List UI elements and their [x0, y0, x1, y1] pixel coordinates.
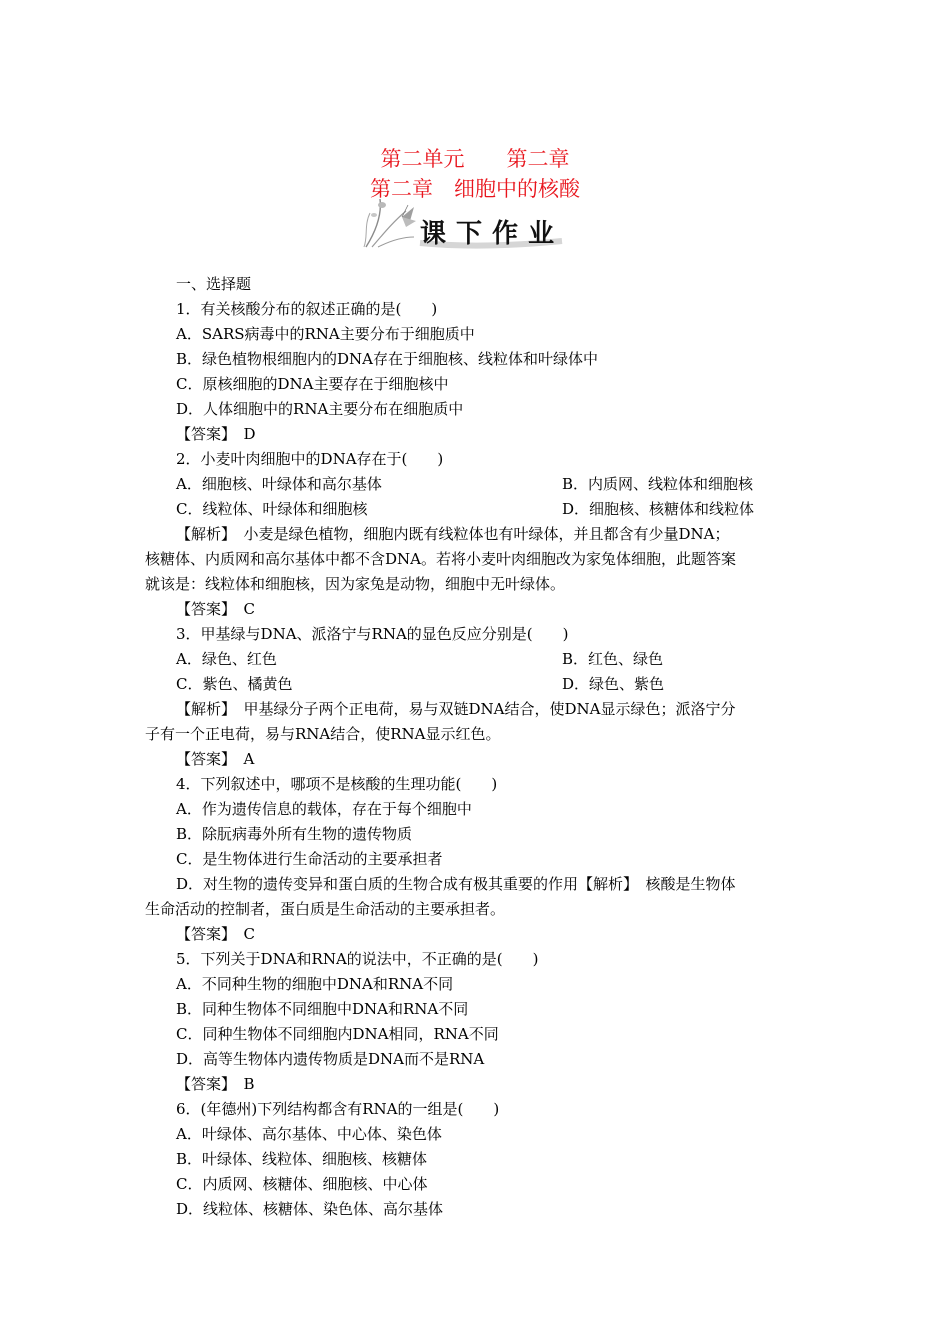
q5-option-a: A．不同种生物的细胞中DNA和RNA不同	[176, 975, 454, 993]
q4-option-d-explanation: D．对生物的遗传变异和蛋白质的生物合成有极其重要的作用【解析】 核酸是生物体	[176, 875, 736, 893]
q3-answer: 【答案】 A	[176, 750, 255, 768]
question-3: 3．甲基绿与DNA、派洛宁与RNA的显色反应分别是( )	[176, 625, 569, 643]
q5-option-c: C．同种生物体不同细胞内DNA相同，RNA不同	[176, 1025, 499, 1043]
q4-option-c: C．是生物体进行生命活动的主要承担者	[176, 850, 443, 868]
q2-answer: 【答案】 C	[176, 600, 255, 618]
q3-option-c: C．紫色、橘黄色	[176, 675, 293, 693]
q2-explanation-line-1: 【解析】 小麦是绿色植物，细胞内既有线粒体也有叶绿体，并且都含有少量DNA；	[176, 525, 730, 543]
question-1: 1．有关核酸分布的叙述正确的是( )	[176, 300, 438, 318]
homework-badge-text: 课下作业	[420, 219, 565, 249]
q4-explanation-line-2: 生命活动的控制者，蛋白质是生命活动的主要承担者。	[145, 900, 506, 918]
section-title: 第二章 细胞中的核酸	[370, 177, 580, 201]
q4-answer: 【答案】 C	[176, 925, 255, 943]
q3-explanation-line-2: 子有一个正电荷，易与RNA结合，使RNA显示红色。	[145, 725, 501, 743]
q2-explanation-line-2: 核糖体、内质网和高尔基体中都不含DNA。若将小麦叶肉细胞改为家兔体细胞，此题答案	[145, 550, 736, 568]
q1-option-d: D．人体细胞中的RNA主要分布在细胞质中	[176, 400, 464, 418]
q1-option-c: C．原核细胞的DNA主要存在于细胞核中	[176, 375, 449, 393]
q3-option-a: A．绿色、红色	[176, 650, 277, 668]
unit-chapter-title: 第二单元 第二章	[380, 147, 570, 171]
q2-explanation-line-3: 就该是：线粒体和细胞核，因为家兔是动物，细胞中无叶绿体。	[145, 575, 566, 593]
q5-option-d: D．高等生物体内遗传物质是DNA而不是RNA	[176, 1050, 485, 1068]
homework-badge	[362, 197, 567, 249]
q2-option-c: C．线粒体、叶绿体和细胞核	[176, 500, 368, 518]
q2-option-d: D．细胞核、核糖体和线粒体	[562, 500, 755, 518]
question-5: 5．下列关于DNA和RNA的说法中，不正确的是( )	[176, 950, 539, 968]
q5-option-b: B．同种生物体不同细胞中DNA和RNA不同	[176, 1000, 469, 1018]
q1-option-a: A．SARS病毒中的RNA主要分布于细胞质中	[176, 325, 475, 343]
q6-option-a: A．叶绿体、高尔基体、中心体、染色体	[176, 1125, 442, 1143]
q1-option-b: B．绿色植物根细胞内的DNA存在于细胞核、线粒体和叶绿体中	[176, 350, 599, 368]
q2-option-a: A．细胞核、叶绿体和高尔基体	[176, 475, 382, 493]
question-2: 2．小麦叶肉细胞中的DNA存在于( )	[176, 450, 444, 468]
question-4: 4．下列叙述中，哪项不是核酸的生理功能( )	[176, 775, 498, 793]
q4-option-a: A．作为遗传信息的载体，存在于每个细胞中	[176, 800, 472, 818]
question-6: 6．(年德州)下列结构都含有RNA的一组是( )	[176, 1100, 500, 1118]
section-heading: 一、选择题	[176, 275, 252, 293]
q3-explanation-line-1: 【解析】 甲基绿分子两个正电荷，易与双链DNA结合，使DNA显示绿色；派洛宁分	[176, 700, 736, 718]
q1-answer: 【答案】 D	[176, 425, 256, 443]
q6-option-d: D．线粒体、核糖体、染色体、高尔基体	[176, 1200, 444, 1218]
q6-option-b: B．叶绿体、线粒体、细胞核、核糖体	[176, 1150, 428, 1168]
q6-option-c: C．内质网、核糖体、细胞核、中心体	[176, 1175, 428, 1193]
q4-option-b: B．除朊病毒外所有生物的遗传物质	[176, 825, 413, 843]
q5-answer: 【答案】 B	[176, 1075, 255, 1093]
q3-option-b: B．红色、绿色	[562, 650, 664, 668]
q3-option-d: D．绿色、紫色	[562, 675, 665, 693]
q2-option-b: B．内质网、线粒体和细胞核	[562, 475, 754, 493]
